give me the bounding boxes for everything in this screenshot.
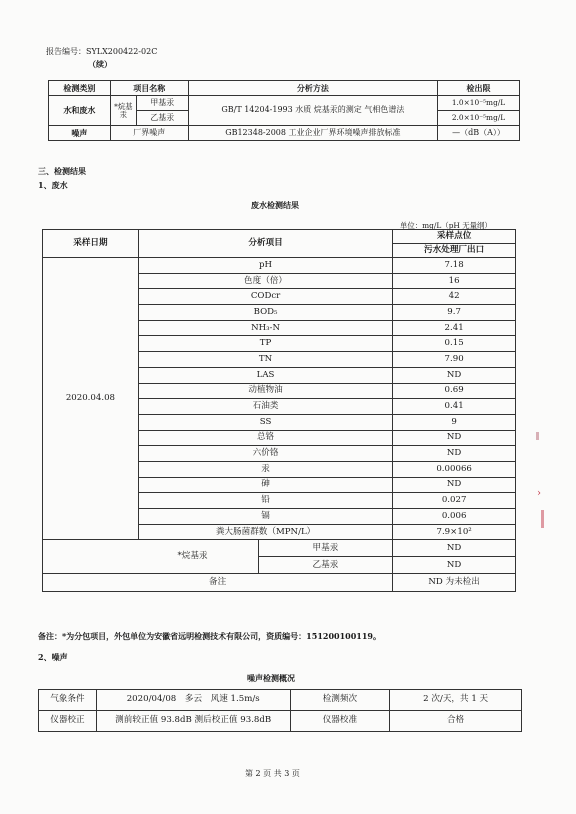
ww-remark-label: 备注 <box>43 574 393 592</box>
ww-item: 汞 <box>138 461 392 477</box>
ww-value: 0.41 <box>393 399 516 415</box>
noise-instrument-value: 合格 <box>390 711 522 732</box>
ww-value: 0.027 <box>393 493 516 509</box>
margin-mark <box>541 510 544 528</box>
ww-value: ND <box>393 446 516 462</box>
method-header-item: 项目名称 <box>110 81 188 96</box>
ww-value: 7.18 <box>393 258 516 274</box>
method-limit-ethyl: 2.0×10⁻⁵mg/L <box>438 111 520 126</box>
ww-item: 色度（倍） <box>138 273 392 289</box>
ww-alkyl-ethyl: 乙基汞 <box>258 557 393 574</box>
ww-item: 六价铬 <box>138 446 392 462</box>
ww-value: 7.9×10² <box>393 524 516 540</box>
ww-item: 镉 <box>138 509 392 525</box>
section-noise-title: 2、噪声 <box>38 652 68 662</box>
continued-label: （续） <box>88 59 112 69</box>
ww-value: 42 <box>393 289 516 305</box>
method-noise-method: GB12348-2008 工业企业厂界环境噪声排放标准 <box>188 126 437 141</box>
ww-item: LAS <box>138 367 392 383</box>
method-category-water: 水和废水 <box>49 96 111 126</box>
noise-label-weather: 气象条件 <box>39 690 97 711</box>
noise-weather-value: 2020/04/08 多云 风速 1.5m/s <box>96 690 290 711</box>
noise-table-title: 噪声检测概况 <box>247 673 295 683</box>
wastewater-table <box>42 229 516 592</box>
ww-item: TN <box>138 352 392 368</box>
ww-item: CODcr <box>138 289 392 305</box>
ww-value: 0.15 <box>393 336 516 352</box>
wastewater-table-title: 废水检测结果 <box>251 200 299 210</box>
noise-label-calibration: 仪器校正 <box>39 711 97 732</box>
page-footer: 第 2 页 共 3 页 <box>245 769 300 778</box>
method-table <box>48 80 520 141</box>
ww-alkyl-ethyl-value: ND <box>393 557 516 574</box>
method-item-ethyl: 乙基汞 <box>136 111 188 126</box>
method-group-alkyl: *烷基汞 <box>110 96 136 126</box>
noise-table <box>38 689 522 732</box>
ww-item: 动植物油 <box>138 383 392 399</box>
ww-sample-date: 2020.04.08 <box>43 258 139 540</box>
method-water-method: GB/T 14204-1993 水质 烷基汞的测定 气相色谱法 <box>188 96 437 126</box>
ww-value: ND <box>393 430 516 446</box>
ww-value: 0.69 <box>393 383 516 399</box>
section-wastewater-title: 1、废水 <box>38 180 68 190</box>
ww-item: NH₃-N <box>138 320 392 336</box>
ww-value: 16 <box>393 273 516 289</box>
ww-item: 总铬 <box>138 430 392 446</box>
table-row <box>43 258 516 274</box>
ww-alkyl-methyl-value: ND <box>393 540 516 557</box>
noise-label-instrument: 仪器校准 <box>290 711 390 732</box>
noise-frequency-value: 2 次/天，共 1 天 <box>390 690 522 711</box>
ww-item: 砷 <box>138 477 392 493</box>
method-limit-methyl: 1.0×10⁻⁵mg/L <box>438 96 520 111</box>
method-category-noise: 噪声 <box>49 126 111 141</box>
ww-value: 7.90 <box>393 352 516 368</box>
ww-remark-value: ND 为未检出 <box>393 574 516 592</box>
ww-value: ND <box>393 477 516 493</box>
ww-value: 2.41 <box>393 320 516 336</box>
section-results-title: 三、检测结果 <box>38 166 86 176</box>
unit-label: 单位：mg/L（pH 无量纲） <box>400 221 492 230</box>
ww-header-outlet: 污水处理厂出口 <box>393 244 516 258</box>
margin-mark <box>536 432 539 440</box>
method-item-noise: 厂界噪声 <box>110 126 188 141</box>
ww-alkyl-group: *烷基汞 <box>43 540 259 574</box>
ww-item: 粪大肠菌群数（MPN/L） <box>138 524 392 540</box>
ww-header-date: 采样日期 <box>43 230 139 258</box>
method-header-category: 检测类别 <box>49 81 111 96</box>
noise-calibration-value: 测前较正值 93.8dB 测后校正值 93.8dB <box>96 711 290 732</box>
ww-item: pH <box>138 258 392 274</box>
margin-mark: › <box>537 488 541 499</box>
ww-item: 铅 <box>138 493 392 509</box>
ww-item: SS <box>138 414 392 430</box>
method-limit-noise: —（dB（A）） <box>438 126 520 141</box>
ww-header-item: 分析项目 <box>138 230 392 258</box>
ww-value: 0.006 <box>393 509 516 525</box>
method-header-limit: 检出限 <box>438 81 520 96</box>
ww-value: ND <box>393 367 516 383</box>
ww-alkyl-methyl: 甲基汞 <box>258 540 393 557</box>
ww-item: TP <box>138 336 392 352</box>
ww-item: BOD₅ <box>138 305 392 321</box>
footnote: 备注：*为分包项目，外包单位为安徽省远明检测技术有限公司，资质编号：151200100119。 <box>38 631 381 641</box>
ww-value: 9 <box>393 414 516 430</box>
ww-value: 9.7 <box>393 305 516 321</box>
ww-header-point: 采样点位 <box>393 230 516 244</box>
method-item-methyl: 甲基汞 <box>136 96 188 111</box>
method-header-method: 分析方法 <box>188 81 437 96</box>
noise-label-frequency: 检测频次 <box>290 690 390 711</box>
report-number: 报告编号：SYLX200422-02C <box>46 47 158 56</box>
ww-item: 石油类 <box>138 399 392 415</box>
ww-value: 0.00066 <box>393 461 516 477</box>
